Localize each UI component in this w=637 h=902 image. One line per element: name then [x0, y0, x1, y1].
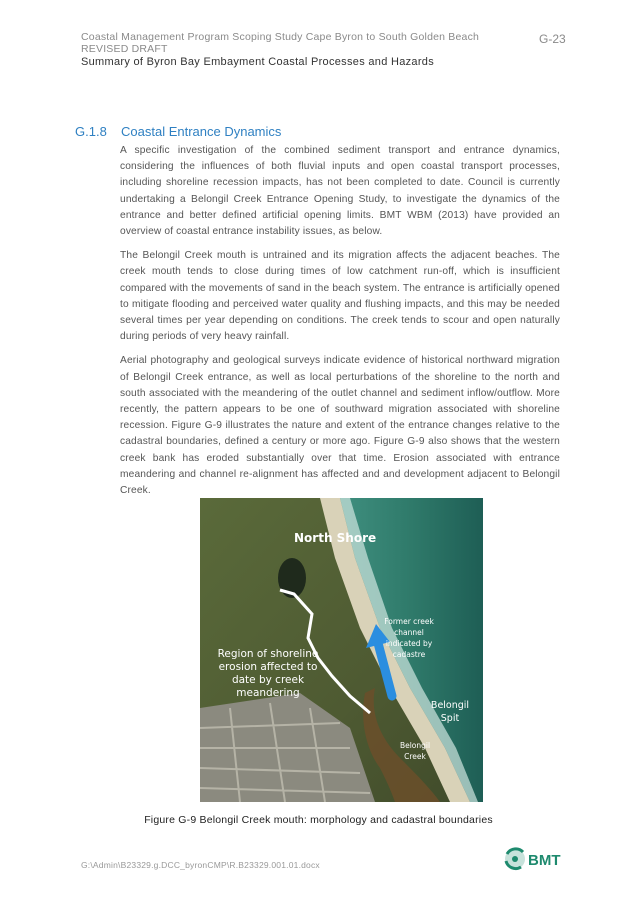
paragraph: A specific investigation of the combined sediment transport and entrance dynamics, considering the influences of both fluvial inputs and open coastal transport processes, including shoreline recession impacts, has not been completed to date. Council is currently undertaking a Belongil Creek Entrance Opening Study, to investigate the dynamics of the entrance and better defined artificial opening limits. BMT WBM (2013) have provided an overview of coastal entrance instability issues, as below. [120, 145, 560, 238]
section-title: Coastal Entrance Dynamics [121, 124, 282, 139]
label-line: date by creek [231, 674, 305, 686]
section-heading [75, 124, 281, 139]
label-line: Belongil [399, 741, 431, 750]
aerial-photo-figure [200, 498, 483, 802]
figure-caption: Figure G-9 Belongil Creek mouth: morphology and cadastral boundaries [144, 814, 493, 826]
logo-text: BMT [528, 852, 561, 869]
paragraph: Aerial photography and geological surveys indicate evidence of historical northward migration of Belongil Creek entrance, as well as local perturbations of the shoreline to the north and south associated with the meandering of the outlet channel and sediment inflow/outflow. More recently, the pattern appears to be one of southward migration associated with shoreline recession. Figure G-9 illustrates the nature and extent of the entrance changes relative to the cadastral boundaries, defined a century or more ago. Figure G-9 also shows that the western creek bank has eroded substantially over that time. Erosion associated with entrance meandering and channel re-alignment has affected and and development adjacent to Belongil Creek. [120, 355, 560, 497]
document-header-title: Coastal Management Program Scoping Study Cape Byron to South Golden Beach [81, 31, 480, 43]
label-line: Former creek [384, 617, 434, 626]
label-line: cadastre [392, 650, 426, 659]
bmt-logo-mark [503, 846, 563, 872]
label-line: Region of shoreline [217, 648, 319, 660]
label-line: Spit [440, 713, 460, 724]
document-status: REVISED DRAFT [81, 43, 168, 55]
logo-swirl-icon [505, 849, 525, 869]
page-number: G-23 [539, 32, 566, 46]
label-line: Creek [404, 752, 426, 761]
section-number: G.1.8 [75, 124, 107, 139]
body-text [120, 143, 560, 507]
label-line: erosion affected to [218, 661, 318, 673]
paragraph: The Belongil Creek mouth is untrained and its migration affects the adjacent beaches. The creek mouth tends to close during times of low catchment run-off, which is insufficient compared with the movements of sand in the beach system. The entrance is artificially opened to mitigate flooding and perceived water quality and flushing impacts, and this may be needed several times per year depending on conditions. The creek tends to scour and open naturally during periods of very heavy rainfall. [120, 250, 560, 343]
label-line: Belongil [430, 700, 470, 711]
document-subtitle: Summary of Byron Bay Embayment Coastal Processes and Hazards [81, 56, 435, 68]
bmt-logo [503, 846, 563, 872]
aerial-photo [200, 498, 483, 802]
label-north-shore: North Shore [294, 531, 377, 545]
label-line: channel [394, 628, 424, 637]
label-line: meandering [236, 687, 300, 699]
label-line: indicated by [385, 639, 433, 648]
file-path-footer: G:\Admin\B23329.g.DCC_byronCMP\R.B23329.001.01.docx [81, 860, 320, 870]
